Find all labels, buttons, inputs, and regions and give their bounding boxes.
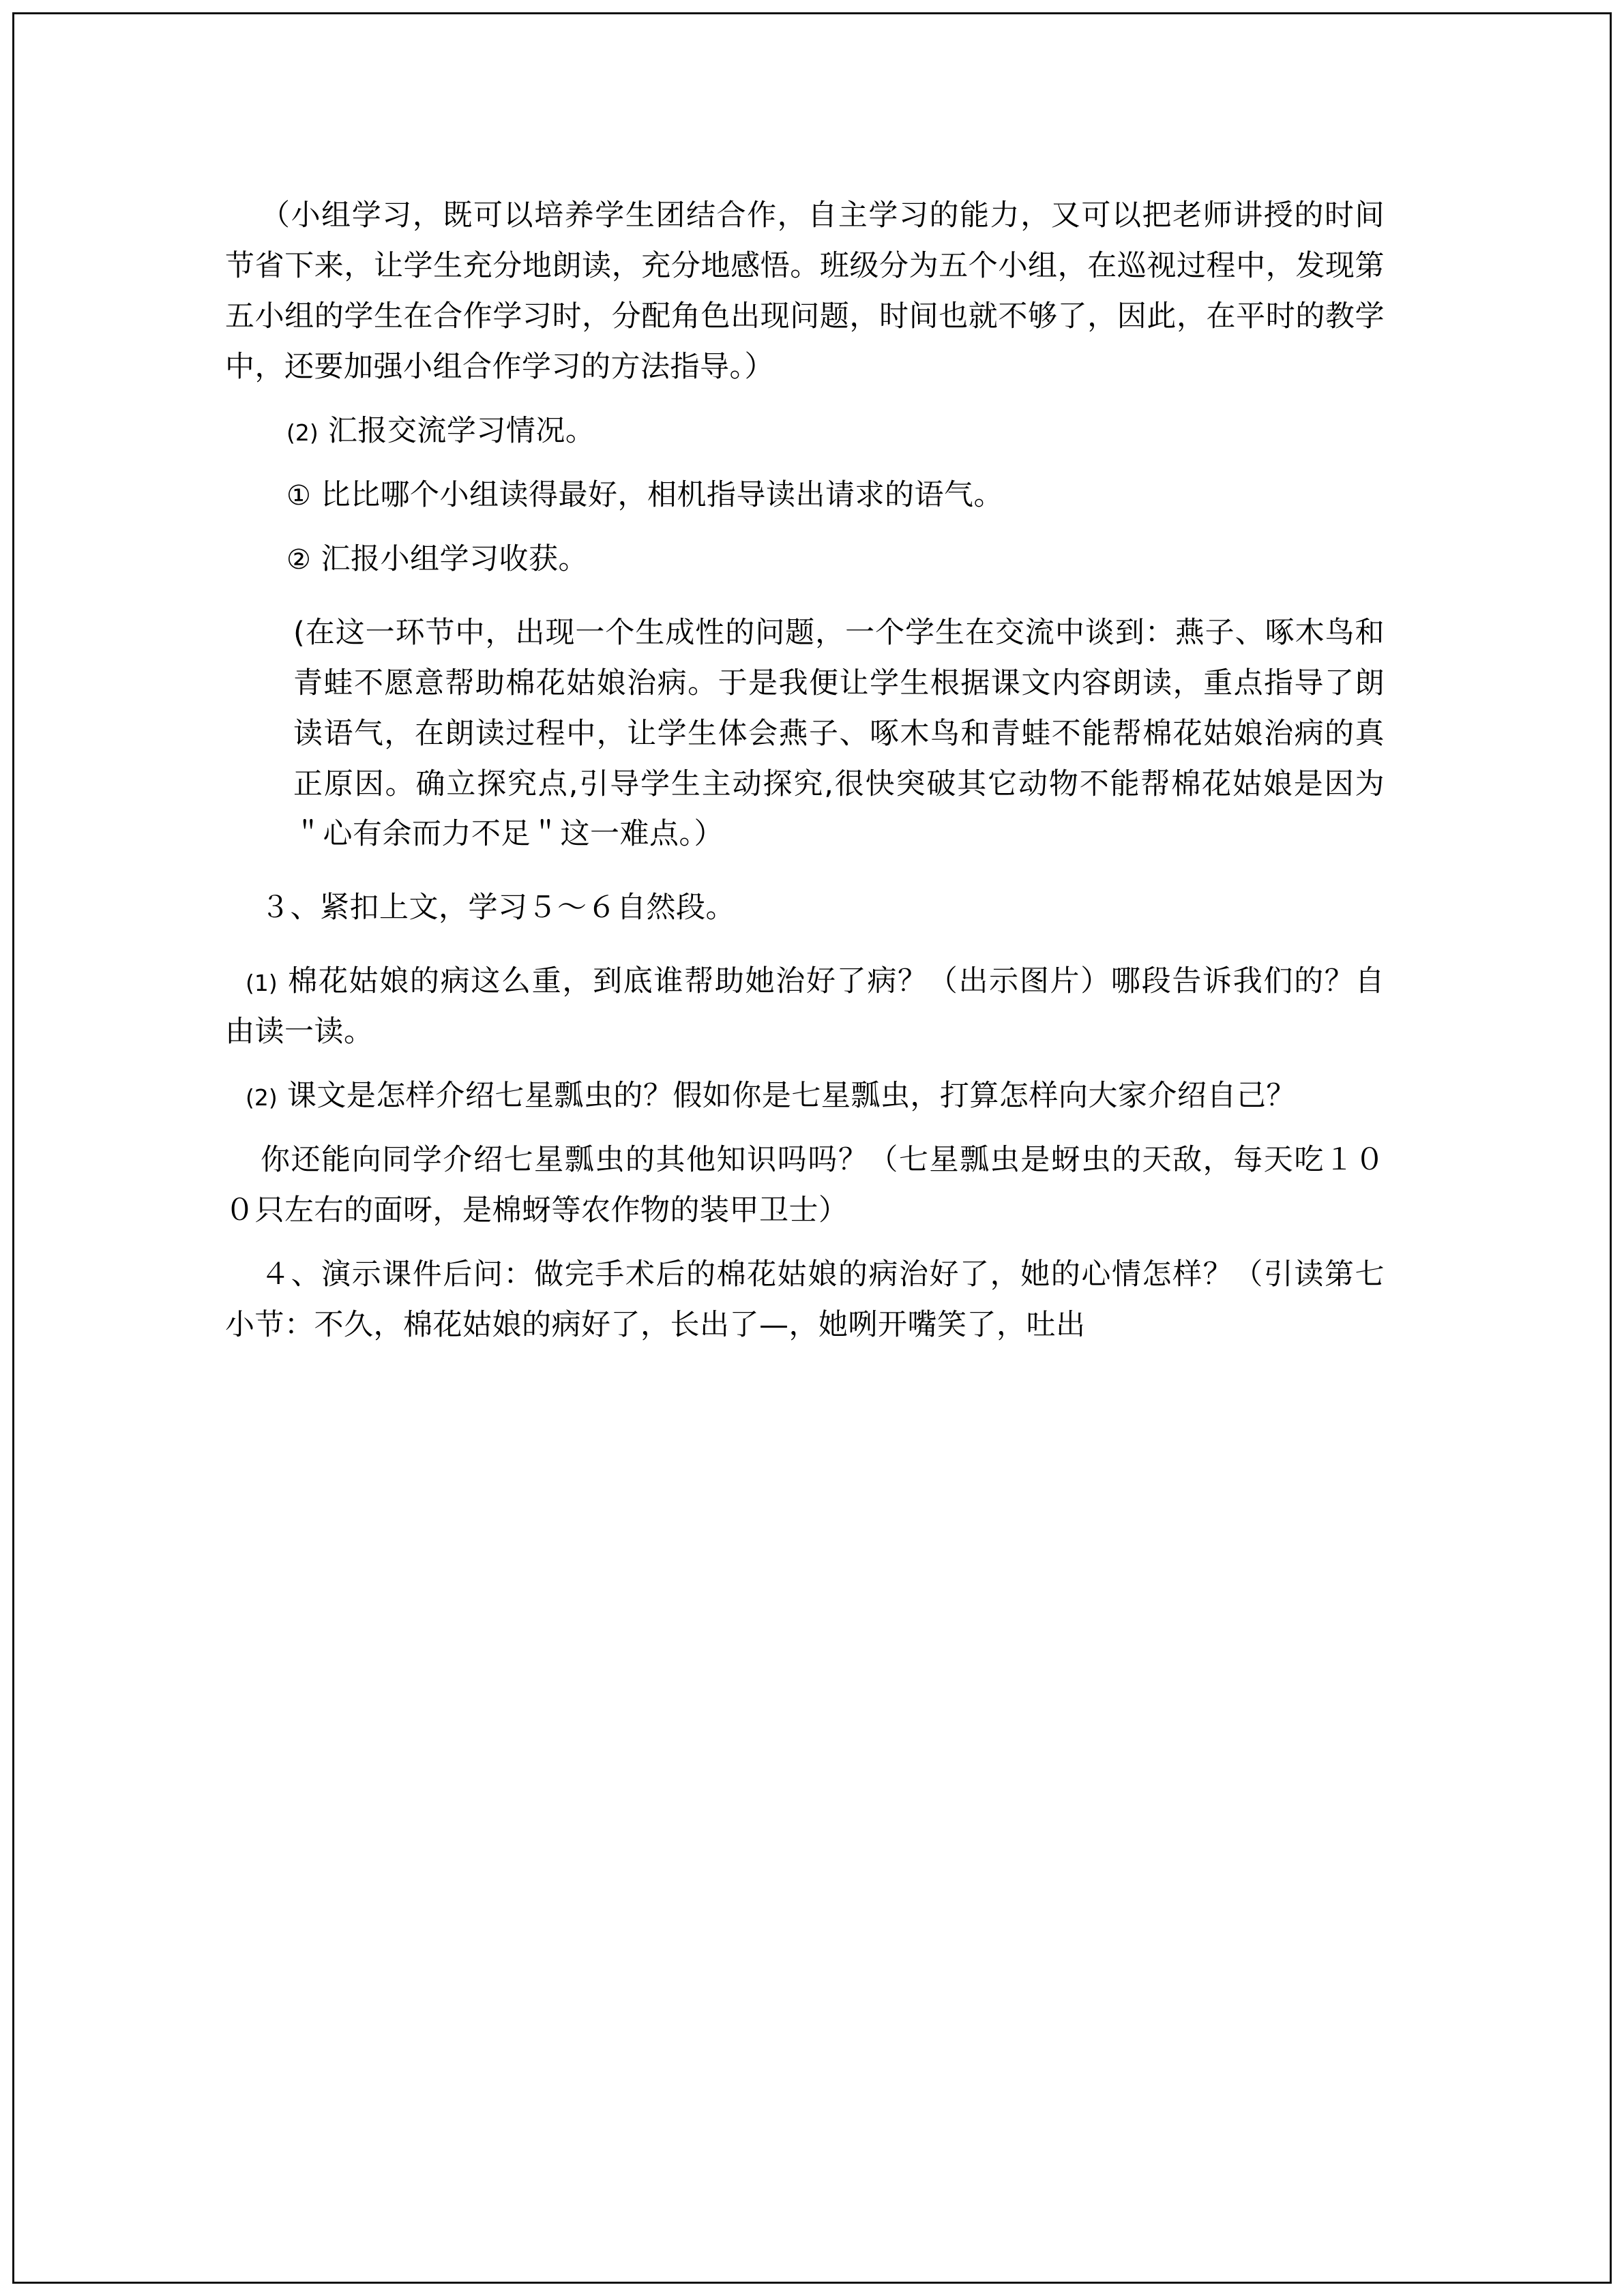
paragraph-2-text: 汇报交流学习情况。 [327, 413, 595, 448]
paragraph-8-text: 课文是怎样介绍七星瓢虫的？假如你是七星瓢虫，打算怎样向大家介绍自己？ [286, 1079, 1296, 1114]
list-marker-3: ① [286, 479, 312, 511]
paragraph-7 [225, 957, 1385, 1058]
list-marker-8: (2) [246, 1084, 278, 1112]
list-marker-2: (2) [286, 419, 319, 446]
paragraph-3 [225, 471, 1385, 521]
paragraph-7-text: 棉花姑娘的病这么重，到底谁帮助她治好了病？（出示图片）哪段告诉我们的？自由读一读。 [225, 964, 1385, 1049]
paragraph-1: （小组学习，既可以培养学生团结合作，自主学习的能力，又可以把老师讲授的时间节省下来，让学生充分地朗读，充分地感悟。班级分为五个小组，在巡视过程中，发现第五小组的学生在合作学习时，分配角色出现问题，时间也就不够了，因此，在平时的教学中，还要加强小组合作学习的方法指导。） [225, 198, 1385, 384]
paragraph-10: ４、演示课件后问：做完手术后的棉花姑娘的病治好了，她的心情怎样？（引读第七小节：不久，棉花姑娘的病好了，长出了—，她咧开嘴笑了，吐出 [225, 1257, 1385, 1343]
paragraph-3-text: 比比哪个小组读得最好，相机指导读出请求的语气。 [321, 477, 1004, 512]
paragraph-9: 你还能向同学介绍七星瓢虫的其他知识吗吗？（七星瓢虫是蚜虫的天敌，每天吃１００只左右的面呀，是棉蚜等农作物的装甲卫士） [225, 1143, 1385, 1228]
list-marker-7: (1) [246, 970, 278, 997]
paragraph-2 [225, 406, 1385, 457]
paragraph-5: (在这一环节中，出现一个生成性的问题，一个学生在交流中谈到：燕子、啄木鸟和青蛙不愿意帮助棉花姑娘治病。于是我便让学生根据课文内容朗读，重点指导了朗读语气，在朗读过程中，让学生体会燕子、啄木鸟和青蛙不能帮棉花姑娘治病的真正原因。确立探究点,引导学生主动探究,很快突破其它动物不能帮棉花姑娘是因为 ＂心有余而力不足＂这一难点。） [293, 615, 1385, 852]
paragraph-4-text: 汇报小组学习收获。 [321, 541, 589, 576]
paragraph-6: ３、紧扣上文，学习５～６自然段。 [261, 891, 735, 925]
paragraph-4 [225, 535, 1385, 585]
paragraph-8 [225, 1071, 1385, 1122]
list-marker-4: ② [286, 543, 312, 576]
document-body [225, 191, 1385, 1365]
